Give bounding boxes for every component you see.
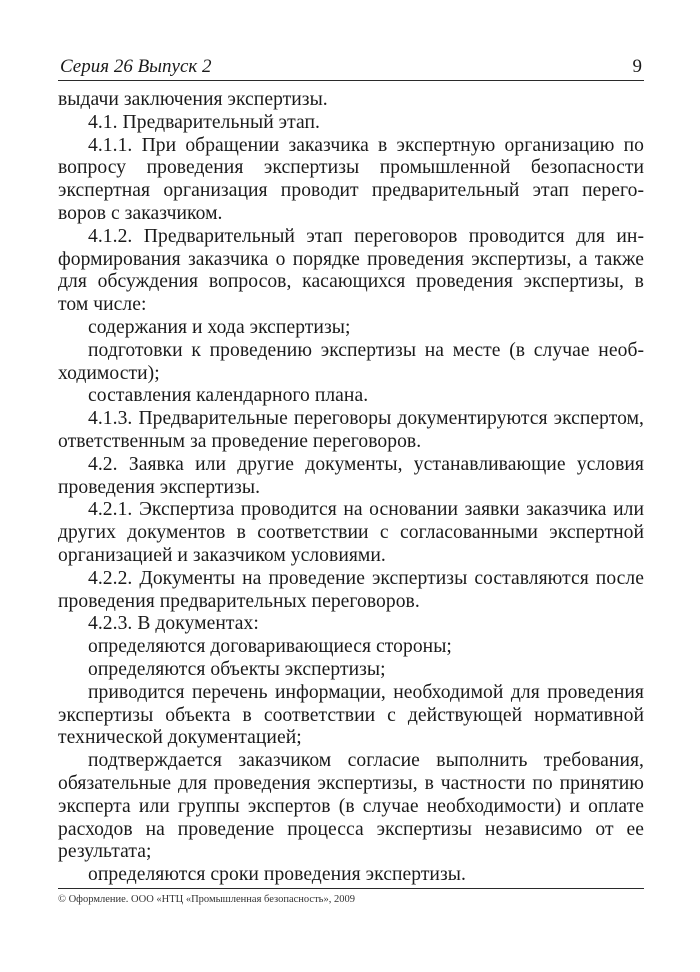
copyright-footer: © Оформление. ООО «НТЦ «Промышленная безопасность», 2009: [58, 888, 644, 906]
paragraph: подготовки к проведению экспертизы на месте (в случае необходимости);: [58, 339, 644, 384]
paragraph: 4.2. Заявка или другие документы, устанавливающие условия проведения экспертизы.: [58, 453, 644, 498]
paragraph: 4.2.1. Экспертиза проводится на основании заявки заказчика или других документов в соответствии с согласованными экспертной организацией и заказчиком условиями.: [58, 499, 644, 566]
paragraph: 4.2.2. Документы на проведение экспертизы составляются после проведения предварительных переговоров.: [58, 567, 644, 612]
paragraph: 4.2.3. В документах:: [88, 613, 259, 635]
paragraph: 4.1.1. При обращении заказчика в экспертную организацию по вопросу проведения экспертизы промышленной безопасности экспертная организация проводит предварительный этап переговоров с заказчиком.: [58, 134, 644, 224]
paragraph: выдачи заключения экспертизы.: [58, 89, 328, 110]
paragraph: определяются договаривающиеся стороны;: [88, 636, 452, 658]
paragraph: 4.1. Предварительный этап.: [88, 111, 320, 133]
body-text: [58, 89, 644, 887]
paragraph: составления календарного плана.: [88, 385, 369, 407]
paragraph: определяются сроки проведения экспертизы.: [88, 864, 466, 886]
series-title: Серия 26 Выпуск 2: [60, 56, 212, 77]
page-number: 9: [632, 56, 642, 77]
paragraph: 4.1.2. Предварительный этап переговоров проводится для информирования заказчика о порядке проведения экспертизы, а также для обсуждения вопросов, касающихся проведения экспертизы, в том числе:: [58, 225, 644, 316]
running-header: [58, 50, 644, 81]
paragraph: 4.1.3. Предварительные переговоры документируются экспертом, ответственным за проведение переговоров.: [58, 408, 644, 452]
paragraph: содержания и хода экспертизы;: [88, 316, 351, 338]
document-page: [58, 50, 644, 940]
paragraph: приводится перечень информации, необходимой для проведения экспертизы объекта в соответствии с действующей нормативной технической документацией;: [58, 681, 644, 749]
paragraph: определяются объекты экспертизы;: [88, 658, 386, 680]
paragraph: подтверждается заказчиком согласие выполнить требования, обязательные для проведения экспертизы, в частности по принятию эксперта или группы экспертов (в случае необходимости) и оплате расходов на проведение процесса экспертизы независимо от ее результата;: [58, 750, 644, 863]
